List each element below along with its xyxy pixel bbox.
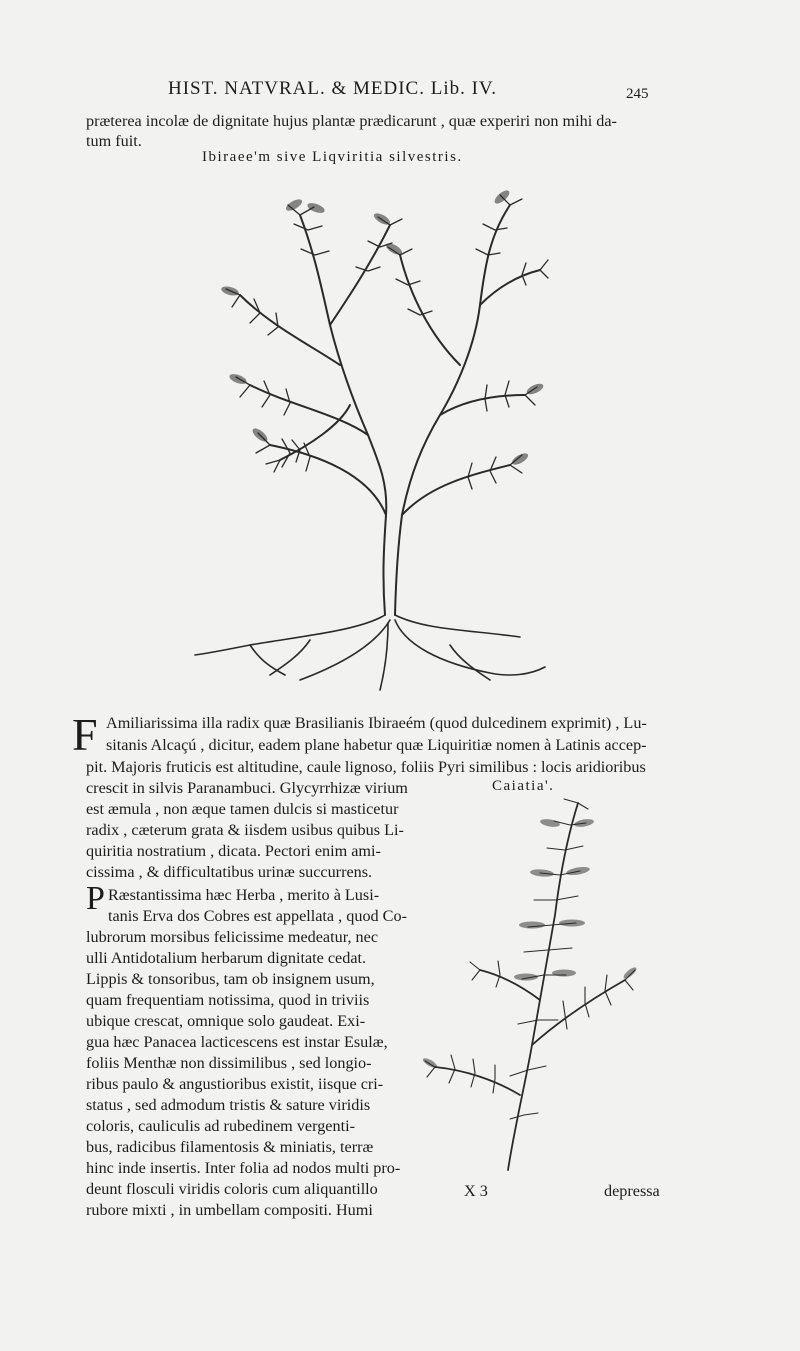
- figure1-caption: Ibiraee'm sive Liqviritia silvestris.: [202, 149, 463, 165]
- catchword: depressa: [604, 1182, 660, 1200]
- running-title: HIST. NATVRAL. & MEDIC. Lib. IV.: [168, 78, 497, 99]
- text-line: quiritia nostratium , dicata. Pectori enim ami-: [86, 842, 381, 860]
- text-line: Lippis & tonsoribus, tam ob insignem usum,: [86, 970, 375, 988]
- text-line: ribus paulo & angustioribus existit, iisque cri-: [86, 1075, 384, 1093]
- drop-cap-p: P: [86, 880, 105, 917]
- text-line: status , sed admodum tristis & sature viridis: [86, 1096, 371, 1114]
- text-line: tanis Erva dos Cobres est appellata , quod Co-: [108, 907, 407, 925]
- text-line: ubique crescat, omnique solo gaudeat. Exi-: [86, 1012, 366, 1030]
- liquorice-shrub-illustration: [190, 175, 550, 695]
- text-line: foliis Menthæ non dissimilibus , sed longio-: [86, 1054, 372, 1072]
- page-number: 245: [626, 86, 649, 102]
- drop-cap-f: F: [72, 709, 98, 760]
- text-line: coloris, cauliculis ad rubedinem vergenti-: [86, 1117, 355, 1135]
- intro-line: tum fuit.: [86, 132, 142, 150]
- figure2-caption: Caiatia'.: [492, 778, 555, 794]
- signature-mark: X 3: [464, 1182, 488, 1200]
- text-line: quam frequentiam notissima, quod in triviis: [86, 991, 370, 1009]
- text-line: hinc inde insertis. Inter folia ad nodos multi pro-: [86, 1159, 401, 1177]
- text-line: est æmula , non æque tamen dulcis si masticetur: [86, 800, 399, 818]
- text-line: cissima , & difficultatibus urinæ succurrens.: [86, 863, 373, 881]
- text-line: ulli Antidotalium herbarum dignitate cedat.: [86, 949, 367, 967]
- text-line: Amiliarissima illa radix quæ Brasilianis Ibiraeém (quod dulcedinem exprimit) , Lu-: [106, 714, 647, 732]
- text-line: pit. Majoris fruticis est altitudine, caule lignoso, foliis Pyri similibus : locis aridioribus: [86, 758, 646, 776]
- text-line: bus, radicibus filamentosis & miniatis, terræ: [86, 1138, 374, 1156]
- caiatia-herb-illustration: [420, 795, 640, 1175]
- text-line: gua hæc Panacea lacticescens est instar Esulæ,: [86, 1033, 388, 1051]
- text-line: lubrorum morsibus felicissime medeatur, nec: [86, 928, 378, 946]
- text-line: rubore mixti , in umbellam compositi. Humi: [86, 1201, 373, 1219]
- text-line: deunt flosculi viridis coloris cum aliquantillo: [86, 1180, 378, 1198]
- intro-line: præterea incolæ de dignitate hujus plantæ prædicarunt , quæ experiri non mihi da-: [86, 112, 617, 130]
- text-line: Ræstantissima hæc Herba , merito à Lusi-: [108, 886, 380, 904]
- text-line: radix , cæterum grata & iisdem usibus quibus Li-: [86, 821, 404, 839]
- text-line: crescit in silvis Paranambuci. Glycyrrhizæ virium: [86, 779, 408, 797]
- text-line: sitanis Alcaçú , dicitur, eadem plane habetur quæ Liquiritiæ nomen à Latinis accep-: [106, 736, 647, 754]
